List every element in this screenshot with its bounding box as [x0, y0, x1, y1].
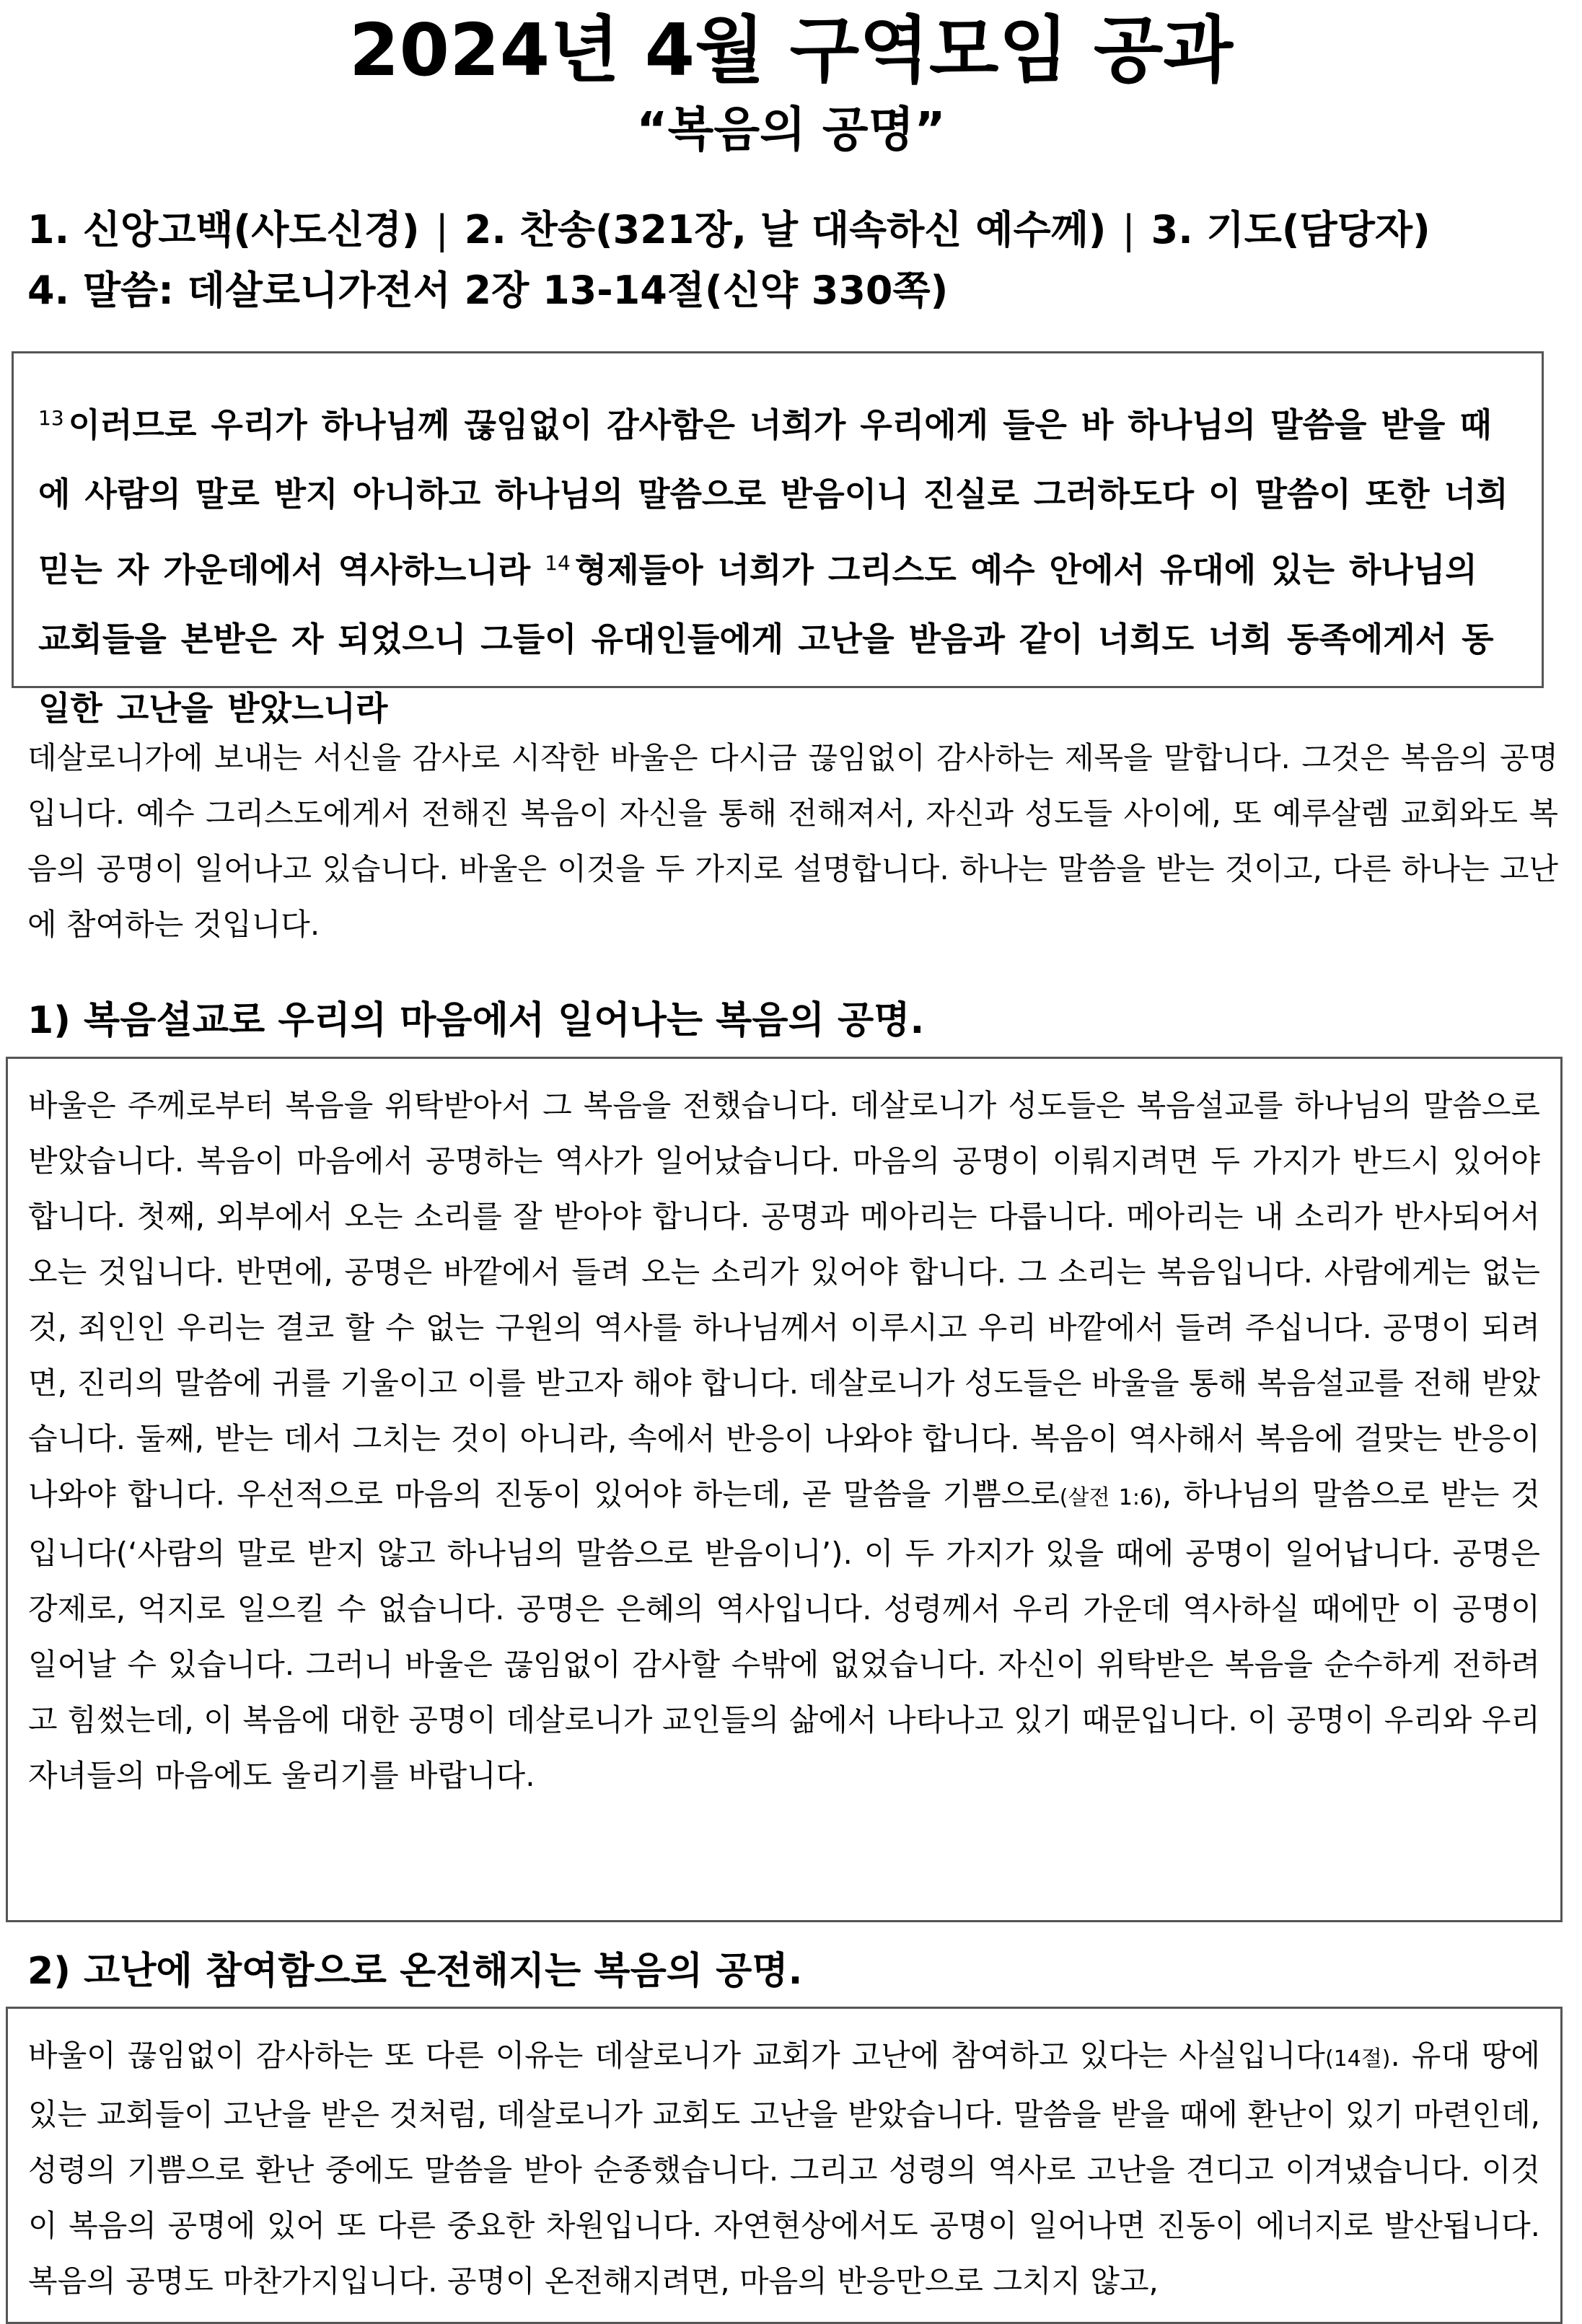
section-2-heading: 2) 고난에 참여함으로 온전해지는 복음의 공명.: [27, 1950, 803, 1993]
section-2-box: [6, 2007, 1563, 2324]
order-item-prayer: 3. 기도(담당자): [1151, 207, 1431, 252]
verse-number-13: 13: [38, 406, 64, 430]
order-item-scripture: 4. 말씀: 데살로니가전서 2장 13-14절(신약 330쪽): [27, 268, 949, 313]
section-1-box: [6, 1057, 1563, 1922]
scripture-text: [38, 384, 1517, 743]
worship-order-line-1: [27, 206, 1564, 254]
verse-13-text: 이러므로 우리가 하나님께 끊임없이 감사함은 너희가 우리에게 들은 바 하나님의 말씀을 받을 때에 사람의 말로 받지 아니하고 하나님의 말씀으로 받음이니 진실로 그러하도다 이 말씀이 또한 너희 믿는 자 가운데에서 역사하느니라: [38, 405, 1508, 589]
section-1-text-part-b: , 하나님의 말씀으로 받는 것입니다(‘사람의 말로 받지 않고 하나님의 말씀으로 받음이니’). 이 두 가지가 있을 때에 공명이 일어납니다. 공명은 강제로, 억지로 일으킬 수 없습니다. 공명은 은혜의 역사입니다. 성령께서 우리 가운데 역사하실 때에만 이 공명이 일어날 수 있습니다. 그러니 바울은 끊임없이 감사할 수밖에 없었습니다. 자신이 위탁받은 복음을 순수하게 전하려고 힘썼는데, 이 복음에 대한 공명이 데살로니가 교인들의 삶에서 나타나고 있기 때문입니다. 이 공명이 우리와 우리 자녀들의 마음에도 울리기를 바랍니다.: [28, 1476, 1541, 1793]
order-item-creed: 1. 신앙고백(사도신경): [27, 207, 420, 252]
worship-order-line-2: [27, 267, 1564, 314]
section-1-text-part-a: 바울은 주께로부터 복음을 위탁받아서 그 복음을 전했습니다. 데살로니가 성도들은 복음설교를 하나님의 말씀으로 받았습니다. 복음이 마음에서 공명하는 역사가 일어났습니다. 마음의 공명이 이뤄지려면 두 가지가 반드시 있어야 합니다. 첫째, 외부에서 오는 소리를 잘 받아야 합니다. 공명과 메아리는 다릅니다. 메아리는 내 소리가 반사되어서 오는 것입니다. 반면에, 공명은 바깥에서 들려 오는 소리가 있어야 합니다. 그 소리는 복음입니다. 사람에게는 없는 것, 죄인인 우리는 결코 할 수 없는 구원의 역사를 하나님께서 이루시고 우리 바깥에서 들려 주십니다. 공명이 되려면, 진리의 말씀에 귀를 기울이고 이를 받고자 해야 합니다. 데살로니가 성도들은 바울을 통해 복음설교를 전해 받았습니다. 둘째, 받는 데서 그치는 것이 아니라, 속에서 반응이 나와야 합니다. 복음이 역사해서 복음에 걸맞는 반응이 나와야 합니다. 우선적으로 마음의 진동이 있어야 하는데, 곧 말씀을 기쁨으로: [28, 1088, 1540, 1512]
intro-paragraph: 데살로니가에 보내는 서신을 감사로 시작한 바울은 다시금 끊임없이 감사하는 제목을 말합니다. 그것은 복음의 공명입니다. 예수 그리스도에게서 전해진 복음이 자신을 통해 전해져서, 자신과 성도들 사이에, 또 예루살렘 교회와도 복음의 공명이 일어나고 있습니다. 바울은 이것을 두 가지로 설명합니다. 하나는 말씀을 받는 것이고, 다른 하나는 고난에 참여하는 것입니다.: [27, 740, 1558, 942]
page-title: 2024년 4월 구역모임 공과: [348, 8, 1234, 92]
section-2-text: [28, 2028, 1540, 2309]
section-2-text-part-a: 바울이 끊임없이 감사하는 또 다른 이유는 데살로니가 교회가 고난에 참여하고 있다는 사실입니다: [28, 2038, 1325, 2073]
section-2-reference: (14절): [1324, 2046, 1391, 2072]
order-item-hymn: 2. 찬송(321장, 날 대속하신 예수께): [464, 207, 1107, 252]
order-separator: |: [435, 207, 449, 252]
order-separator: |: [1122, 207, 1135, 252]
section-2-text-part-b: . 유대 땅에 있는 교회들이 고난을 받은 것처럼, 데살로니가 교회도 고난을 받았습니다. 말씀을 받을 때에 환난이 있기 마련인데, 성령의 기쁨으로 환난 중에도 말씀을 받아 순종했습니다. 그리고 성령의 역사로 고난을 견디고 이겨냈습니다. 이것이 복음의 공명에 있어 또 다른 중요한 차원입니다. 자연현상에서도 공명이 일어나면 진동이 에너지로 발산됩니다. 복음의 공명도 마찬가지입니다. 공명이 온전해지려면, 마음의 반응만으로 그치지 않고,: [28, 2038, 1540, 2299]
verse-14-text: 형제들아 너희가 그리스도 예수 안에서 유대에 있는 하나님의 교회들을 본받은 자 되었으니 그들이 유대인들에게 고난을 받음과 같이 너희도 너희 동족에게서 동일한 고난을 받았느니라: [38, 550, 1494, 728]
scripture-box: [12, 351, 1544, 728]
page-subtitle: “복음의 공명”: [636, 102, 946, 157]
verse-number-14: 14: [545, 551, 571, 575]
section-1-text: [28, 1078, 1540, 1803]
section-1-heading: 1) 복음설교로 우리의 마음에서 일어나는 복음의 공명.: [27, 999, 925, 1042]
section-1-reference: (살전 1:6): [1059, 1485, 1162, 1510]
